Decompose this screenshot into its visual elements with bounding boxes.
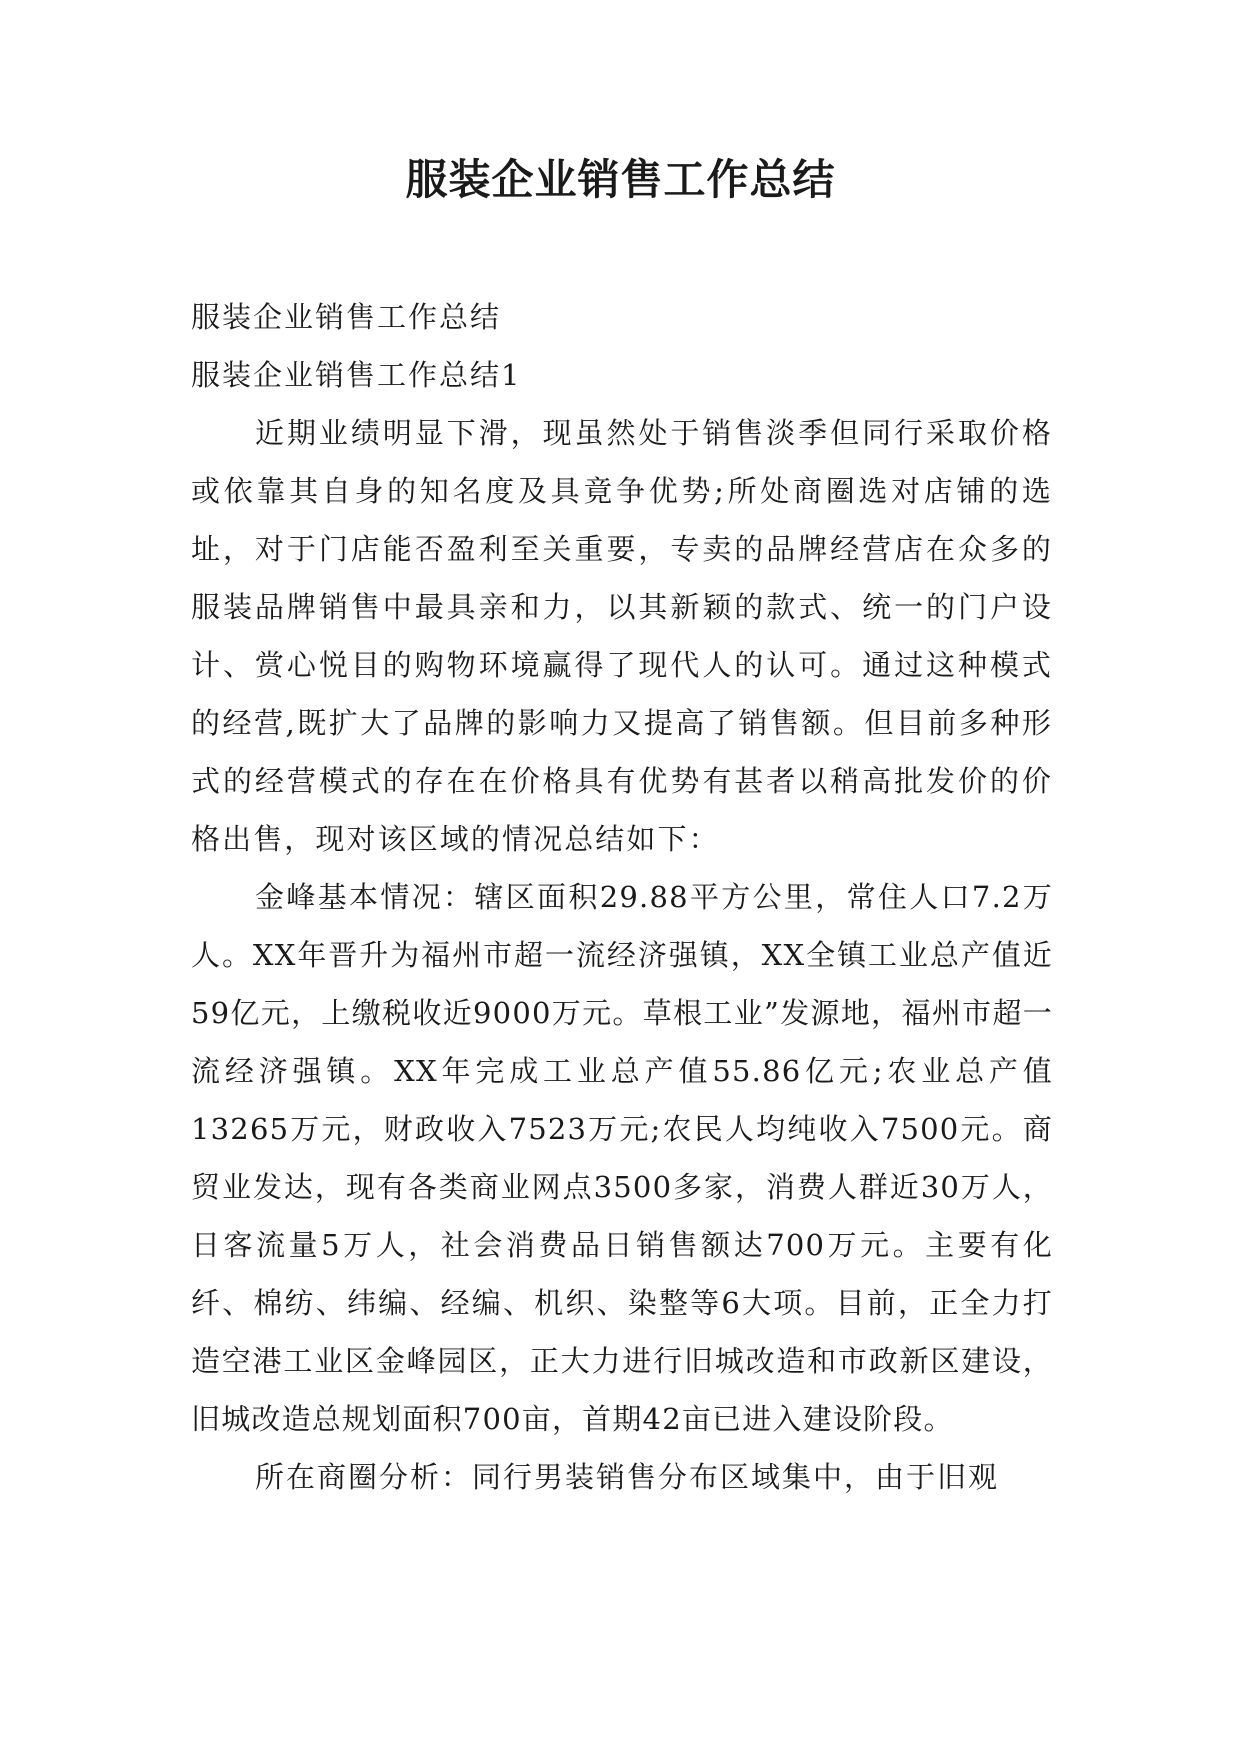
paragraph-basic-info: 金峰基本情况：辖区面积29.88平方公里，常住人口7.2万人。XX年晋升为福州市超一流经济强镇，XX全镇工业总产值近59亿元，上缴税收近9000万元。草根工业”发源地，福州市超一流经济强镇。XX年完成工业总产值55.86亿元;农业总产值13265万元，财政收入7523万元;农民人均纯收入7500元。商贸业发达，现有各类商业网点3500多家，消费人群近30万人，日客流量5万人，社会消费品日销售额达700万元。主要有化纤、棉纺、纬编、经编、机织、染整等6大项。目前，正全力打造空港工业区金峰园区，正大力进行旧城改造和市政新区建设，旧城改造总规划面积700亩，首期42亩已进入建设阶段。 — [191, 880, 1053, 1436]
document-title: 服装企业销售工作总结 — [405, 155, 836, 204]
section-heading: 服装企业销售工作总结1 — [191, 358, 522, 392]
document-body — [191, 288, 1053, 1506]
paragraph-trade-area: 所在商圈分析：同行男装销售分布区域集中，由于旧观 — [255, 1460, 1000, 1494]
document-subtitle: 服装企业销售工作总结 — [191, 300, 502, 334]
paragraph-intro: 近期业绩明显下滑，现虽然处于销售淡季但同行采取价格或依靠其自身的知名度及具竟争优势;所处商圈选对店铺的选址，对于门店能否盈利至关重要，专卖的品牌经营店在众多的服装品牌销售中最具亲和力，以其新颖的款式、统一的门户设计、赏心悦目的购物环境赢得了现代人的认可。通过这种模式的经营,既扩大了品牌的影响力又提高了销售额。但目前多种形式的经营模式的存在在价格具有优势有甚者以稍高批发价的价格出售，现对该区域的情况总结如下： — [191, 416, 1053, 856]
